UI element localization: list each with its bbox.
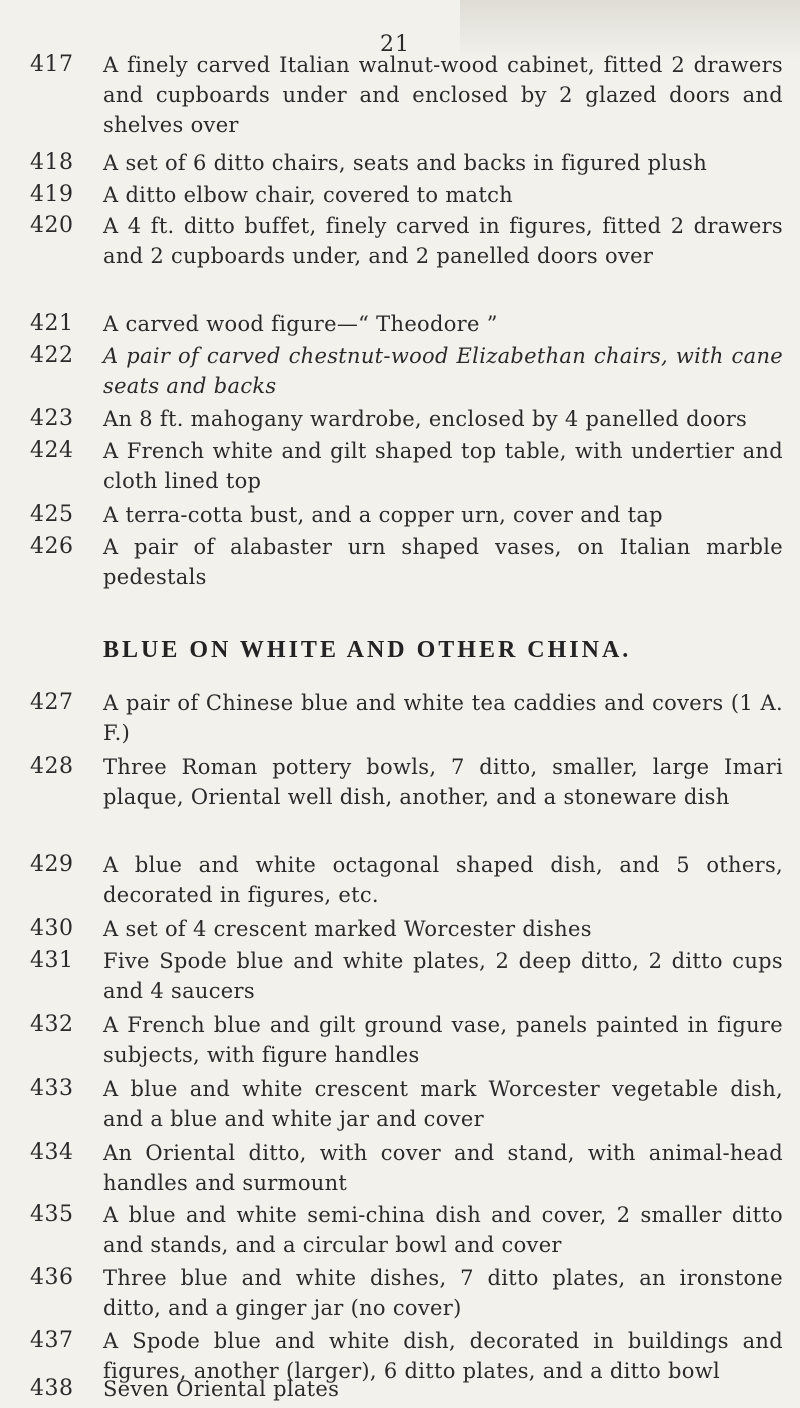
lot-description: A Spode blue and white dish, decorated in buildings and figures, another (larger), 6 ditto plates, and a ditto bowl — [103, 1329, 783, 1383]
lot-number: 429 — [30, 852, 74, 877]
lot-number: 422 — [30, 343, 74, 368]
lot-description: A blue and white semi-china dish and cover, 2 smaller ditto and stands, and a circular bowl and cover — [103, 1203, 783, 1257]
lot-description: A pair of alabaster urn shaped vases, on Italian marble pedestals — [103, 535, 783, 589]
lot-number: 417 — [30, 52, 74, 77]
lot-number: 437 — [30, 1328, 74, 1353]
lot-number: 426 — [30, 534, 74, 559]
section-heading: BLUE ON WHITE AND OTHER CHINA. — [103, 637, 632, 663]
page-number: 21 — [380, 32, 410, 57]
lot-description: A French white and gilt shaped top table, with undertier and cloth lined top — [103, 439, 783, 493]
lot-description: Three blue and white dishes, 7 ditto plates, an ironstone ditto, and a ginger jar (no cover) — [103, 1266, 783, 1320]
lot-description: A pair of Chinese blue and white tea caddies and covers (1 A. F.) — [103, 691, 783, 745]
lot-number: 438 — [30, 1376, 74, 1401]
lot-description: An Oriental ditto, with cover and stand, with animal-head handles and surmount — [103, 1141, 783, 1195]
lot-description: A French blue and gilt ground vase, panels painted in figure subjects, with figure handles — [103, 1013, 783, 1067]
lot-description: Seven Oriental plates — [103, 1377, 340, 1401]
lot-number: 434 — [30, 1140, 74, 1165]
lot-description: A 4 ft. ditto buffet, finely carved in figures, fitted 2 drawers and 2 cupboards under, and 2 panelled doors over — [103, 214, 783, 268]
lot-number: 427 — [30, 690, 74, 715]
lot-description: A set of 6 ditto chairs, seats and backs in figured plush — [103, 151, 708, 175]
lot-description: A blue and white octagonal shaped dish, and 5 others, decorated in figures, etc. — [103, 853, 783, 907]
lot-number: 421 — [30, 311, 74, 336]
lot-number: 432 — [30, 1012, 74, 1037]
lot-number: 425 — [30, 502, 74, 527]
lot-number: 431 — [30, 948, 74, 973]
lot-number: 423 — [30, 406, 74, 431]
lot-number: 420 — [30, 213, 74, 238]
lot-number: 424 — [30, 438, 74, 463]
lot-number: 418 — [30, 150, 74, 175]
lot-number: 430 — [30, 916, 74, 941]
lot-description: A pair of carved chestnut-wood Elizabethan chairs, with cane seats and backs — [103, 344, 783, 398]
lot-description: A carved wood figure—“ Theodore ” — [103, 312, 498, 336]
lot-description: Three Roman pottery bowls, 7 ditto, smaller, large Imari plaque, Oriental well dish, another, and a stoneware dish — [103, 755, 783, 809]
lot-description: An 8 ft. mahogany wardrobe, enclosed by 4 panelled doors — [103, 407, 748, 431]
lot-number: 428 — [30, 754, 74, 779]
lot-number: 436 — [30, 1265, 74, 1290]
lot-description: A terra-cotta bust, and a copper urn, cover and tap — [103, 503, 663, 527]
lot-number: 433 — [30, 1076, 74, 1101]
lot-description: A ditto elbow chair, covered to match — [103, 183, 513, 207]
lot-number: 419 — [30, 182, 74, 207]
lot-description: A set of 4 crescent marked Worcester dishes — [103, 917, 592, 941]
lot-description: A blue and white crescent mark Worcester vegetable dish, and a blue and white jar and cover — [103, 1077, 783, 1131]
lot-description: A finely carved Italian walnut-wood cabinet, fitted 2 drawers and cupboards under and enclosed by 2 glazed doors and shelves over — [103, 53, 783, 137]
lot-number: 435 — [30, 1202, 74, 1227]
lot-description: Five Spode blue and white plates, 2 deep ditto, 2 ditto cups and 4 saucers — [103, 949, 783, 1003]
